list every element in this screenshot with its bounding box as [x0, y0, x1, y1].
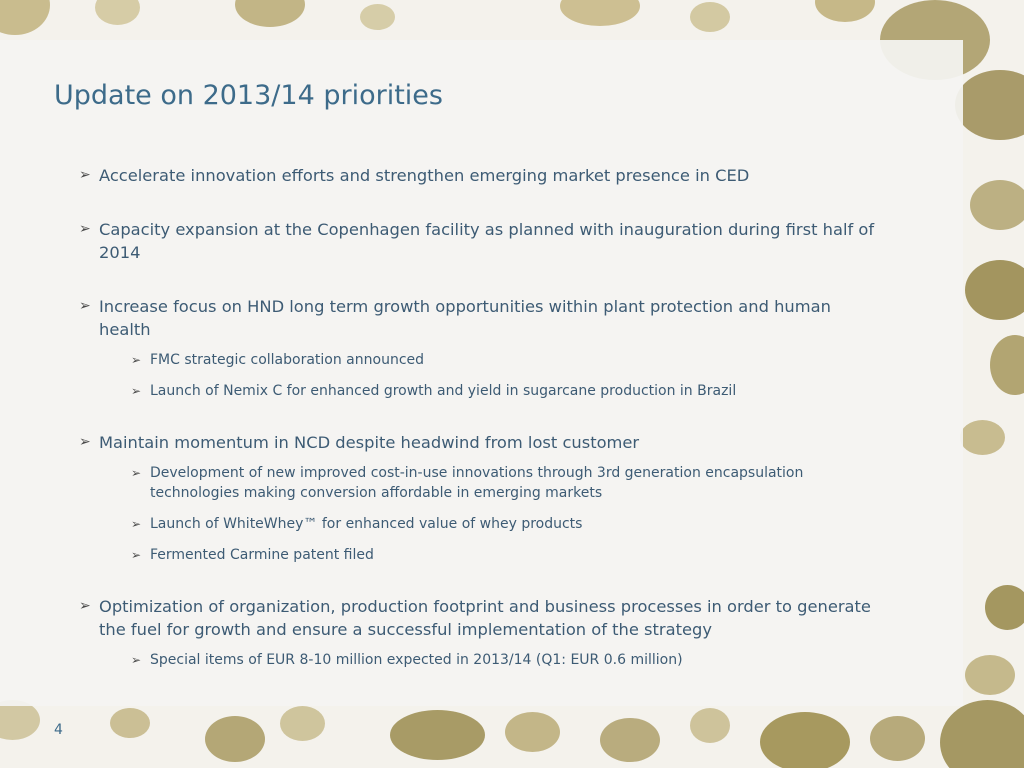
arrow-bullet-icon: ➢	[131, 517, 142, 531]
bullet-item: ➢ Optimization of organization, production footprint and business processes in order to generate the fuel for growth and ensure a successful implementation of the strategy	[79, 597, 871, 639]
sub-bullet-item: ➢ Special items of EUR 8-10 million expected in 2013/14 (Q1: EUR 0.6 million)	[131, 652, 683, 668]
arrow-bullet-icon: ➢	[131, 384, 142, 398]
arrow-bullet-icon: ➢	[79, 221, 91, 237]
slide-title: Update on 2013/14 priorities	[54, 80, 443, 111]
sub-bullet-item: ➢ Development of new improved cost-in-use innovations through 3rd generation encapsulation technologies making conversion affordable in emerging markets	[131, 465, 804, 501]
bullet-item: ➢ Accelerate innovation efforts and strengthen emerging market presence in CED	[79, 166, 750, 185]
bullet-item: ➢ Capacity expansion at the Copenhagen facility as planned with inauguration during first half of 2014	[79, 220, 875, 262]
sub-bullet-item: ➢ FMC strategic collaboration announced	[131, 352, 425, 368]
sub-bullet-item: ➢ Fermented Carmine patent filed	[131, 547, 374, 563]
bullet-list	[79, 164, 879, 670]
arrow-bullet-icon: ➢	[131, 653, 142, 667]
sub-bullet-item: ➢ Launch of Nemix C for enhanced growth and yield in sugarcane production in Brazil	[131, 383, 737, 399]
page-number: 4	[54, 722, 63, 738]
bullet-item: ➢ Maintain momentum in NCD despite headwind from lost customer	[79, 433, 640, 452]
arrow-bullet-icon: ➢	[79, 434, 91, 450]
bullet-item: ➢ Increase focus on HND long term growth opportunities within plant protection and human health	[79, 297, 831, 339]
arrow-bullet-icon: ➢	[131, 466, 142, 480]
arrow-bullet-icon: ➢	[131, 548, 142, 562]
sub-bullet-item: ➢ Launch of WhiteWhey™ for enhanced value of whey products	[131, 516, 583, 532]
arrow-bullet-icon: ➢	[79, 167, 91, 183]
arrow-bullet-icon: ➢	[131, 353, 142, 367]
arrow-bullet-icon: ➢	[79, 598, 91, 614]
arrow-bullet-icon: ➢	[79, 298, 91, 314]
